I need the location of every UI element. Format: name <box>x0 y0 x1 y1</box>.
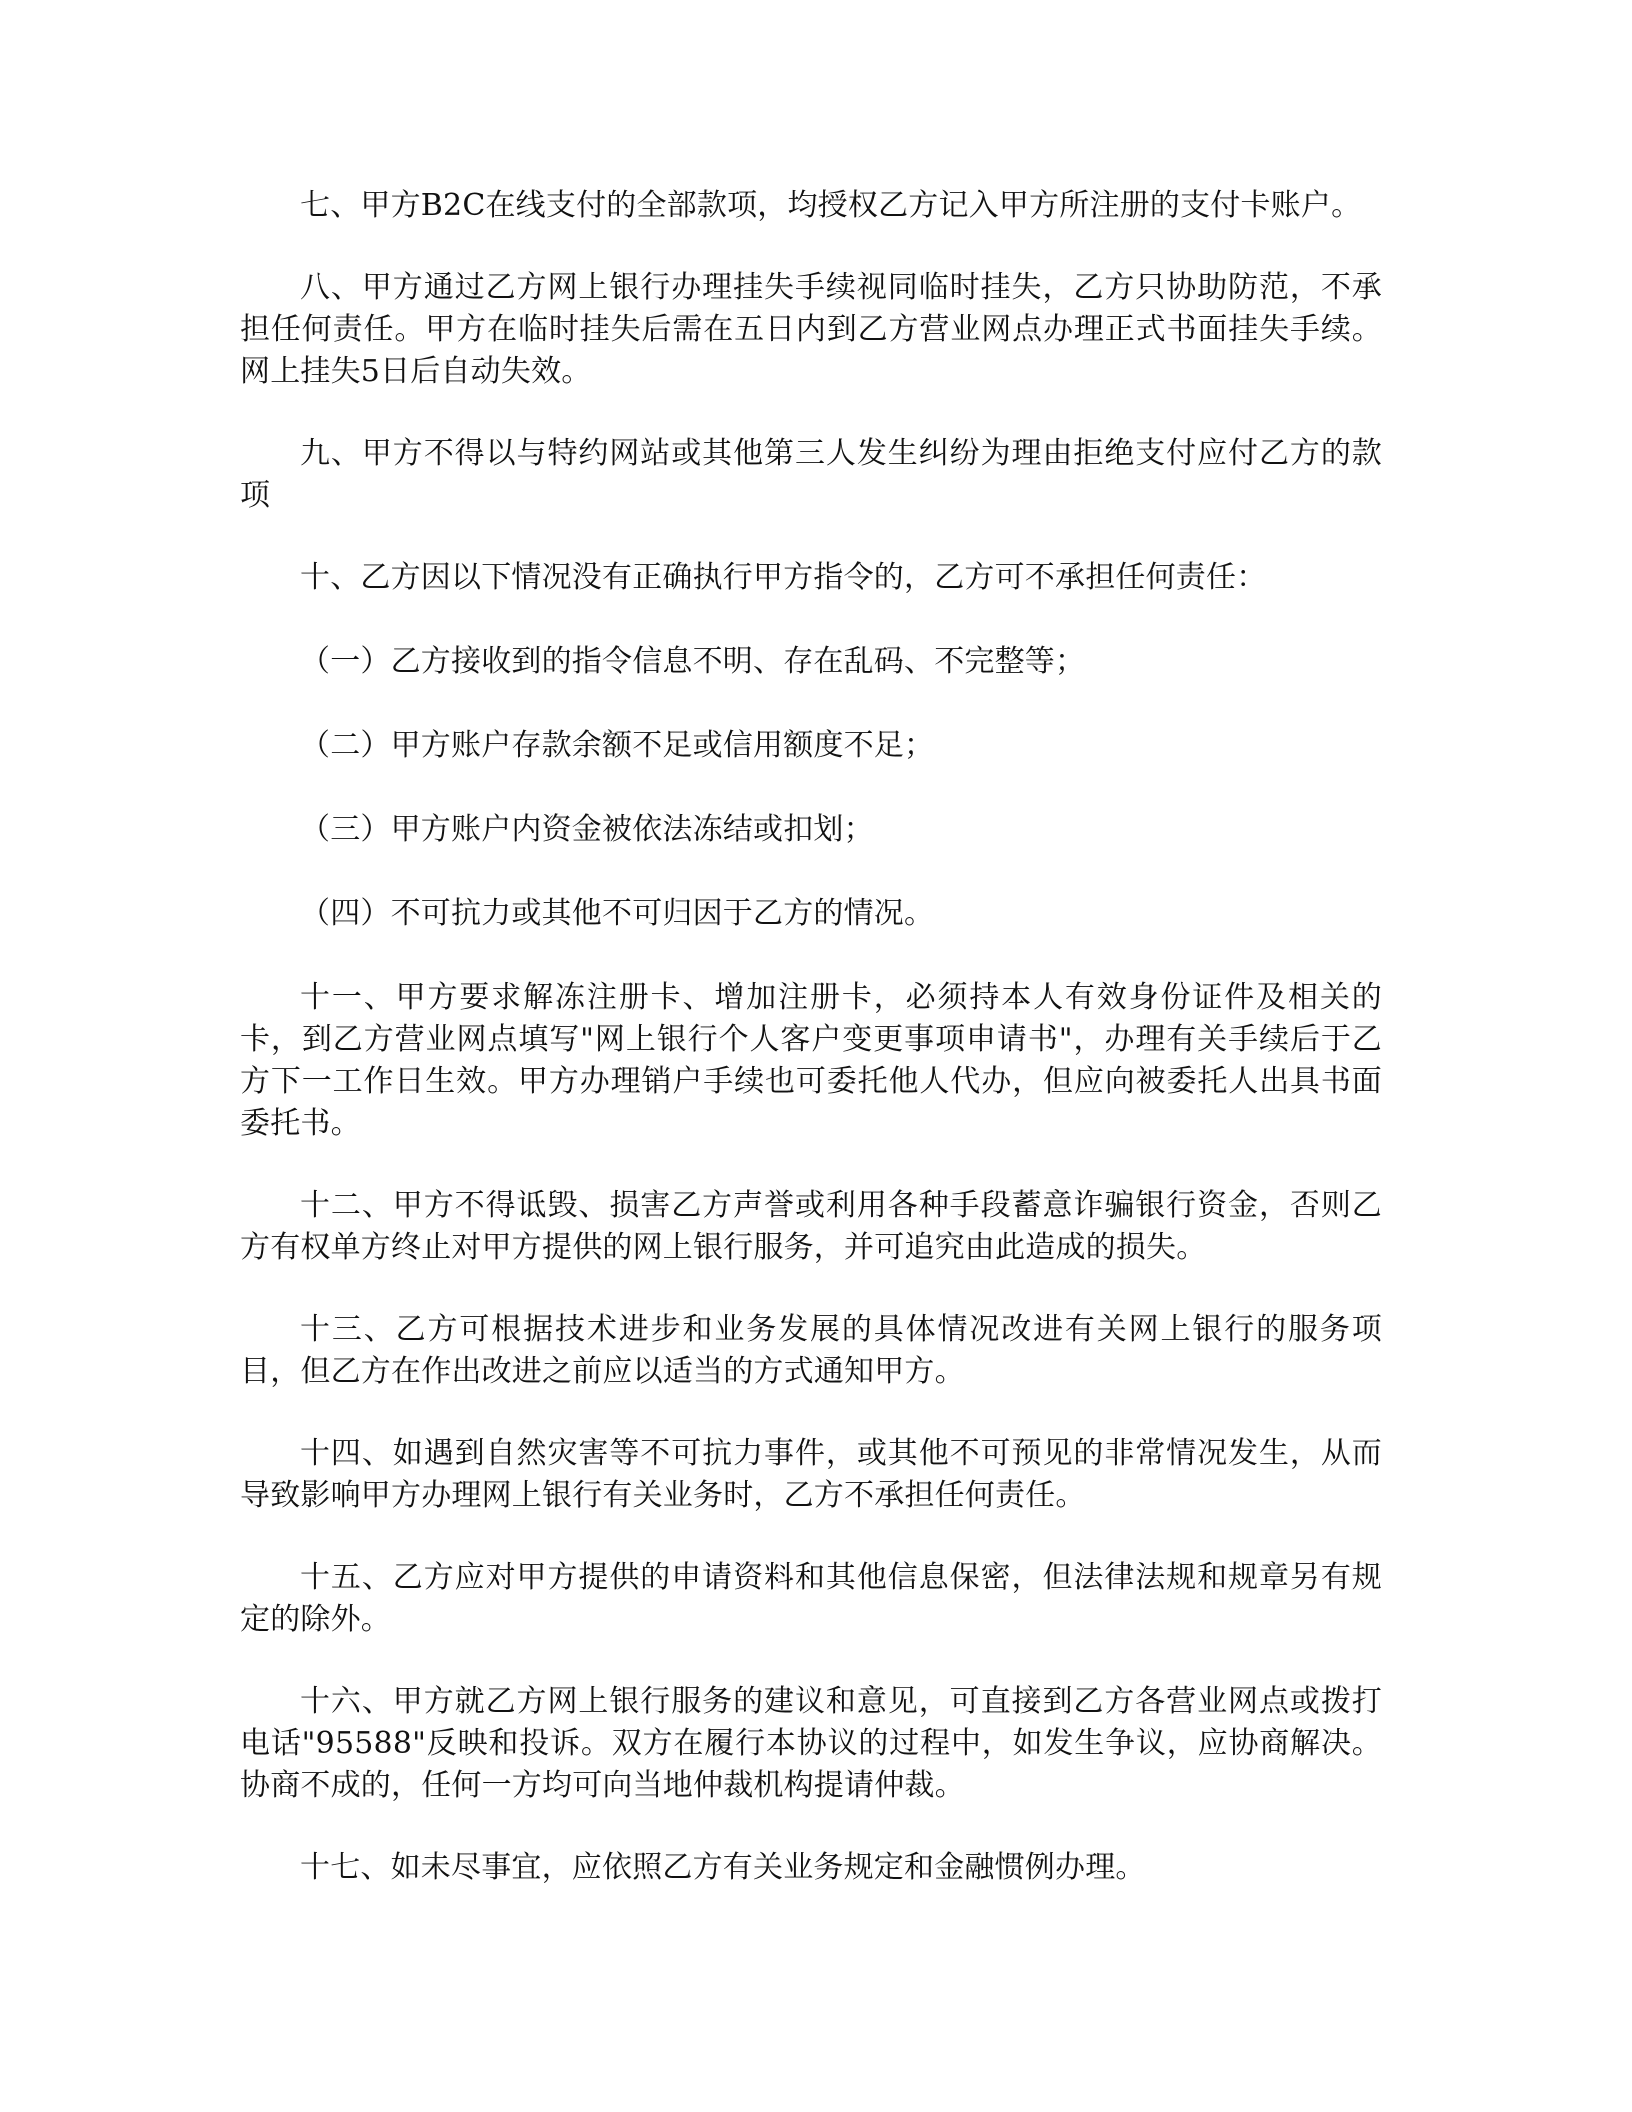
clause-10-item-2: （二）甲方账户存款余额不足或信用额度不足； <box>300 728 935 763</box>
clause-11: 十一、甲方要求解冻注册卡、增加注册卡，必须持本人有效身份证件及相关的卡，到乙方营业网点填写"网上银行个人客户变更事项申请书"，办理有关手续后于乙方下一工作日生效。甲方办理销户手续也可委托他人代办，但应向被委托人出具书面委托书。 <box>240 980 1382 1141</box>
document-page <box>240 185 1382 1929</box>
clause-13: 十三、乙方可根据技术进步和业务发展的具体情况改进有关网上银行的服务项目，但乙方在作出改进之前应以适当的方式通知甲方。 <box>240 1312 1382 1389</box>
clause-8: 八、甲方通过乙方网上银行办理挂失手续视同临时挂失，乙方只协助防范，不承担任何责任。甲方在临时挂失后需在五日内到乙方营业网点办理正式书面挂失手续。网上挂失5日后自动失效。 <box>240 270 1382 389</box>
clause-10: 十、乙方因以下情况没有正确执行甲方指令的，乙方可不承担任何责任： <box>300 560 1267 595</box>
clause-10-item-4: （四）不可抗力或其他不可归因于乙方的情况。 <box>300 896 935 931</box>
clause-7: 七、甲方B2C在线支付的全部款项，均授权乙方记入甲方所注册的支付卡账户。 <box>300 188 1362 223</box>
clause-14: 十四、如遇到自然灾害等不可抗力事件，或其他不可预见的非常情况发生，从而导致影响甲方办理网上银行有关业务时，乙方不承担任何责任。 <box>240 1436 1382 1513</box>
clause-12: 十二、甲方不得诋毁、损害乙方声誉或利用各种手段蓄意诈骗银行资金，否则乙方有权单方终止对甲方提供的网上银行服务，并可追究由此造成的损失。 <box>240 1188 1382 1265</box>
clause-9: 九、甲方不得以与特约网站或其他第三人发生纠纷为理由拒绝支付应付乙方的款项 <box>240 436 1382 513</box>
clause-16: 十六、甲方就乙方网上银行服务的建议和意见，可直接到乙方各营业网点或拨打电话"95588"反映和投诉。双方在履行本协议的过程中，如发生争议，应协商解决。协商不成的，任何一方均可向当地仲裁机构提请仲裁。 <box>240 1684 1382 1803</box>
clause-10-item-1: （一）乙方接收到的指令信息不明、存在乱码、不完整等； <box>300 644 1086 679</box>
clause-10-item-3: （三）甲方账户内资金被依法冻结或扣划； <box>300 812 874 847</box>
clause-15: 十五、乙方应对甲方提供的申请资料和其他信息保密，但法律法规和规章另有规定的除外。 <box>240 1560 1382 1637</box>
clause-17: 十七、如未尽事宜，应依照乙方有关业务规定和金融惯例办理。 <box>300 1850 1146 1885</box>
